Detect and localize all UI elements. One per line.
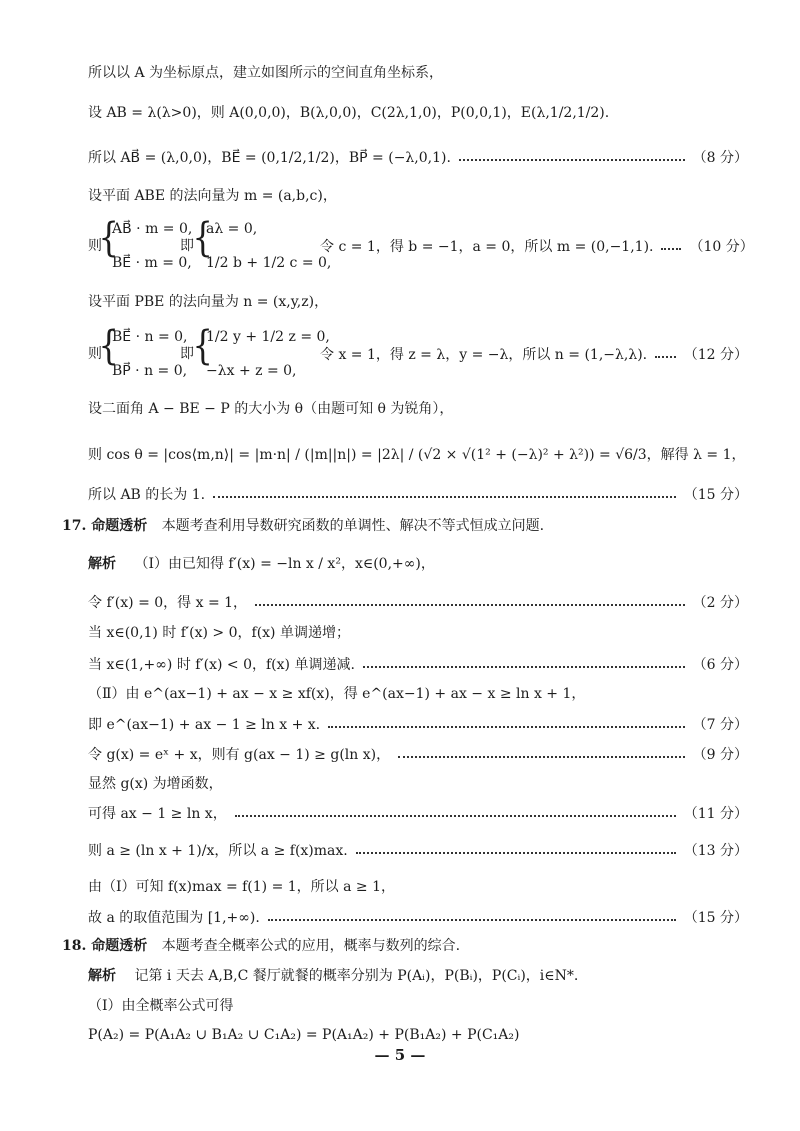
dot-leader — [459, 159, 685, 161]
score-label: （6 分） — [692, 657, 748, 673]
text-line: 故 a 的取值范围为 [1,+∞). — [88, 910, 260, 926]
analysis-label: 解析 — [88, 556, 116, 572]
text-line: 可得 ax − 1 ≥ ln x， — [88, 806, 227, 822]
score-label: （11 分） — [683, 806, 748, 822]
question-heading — [62, 937, 460, 955]
text-line: 令 x = 1，得 z = λ，y = −λ，所以 n = (1,−λ,λ). — [320, 347, 648, 363]
text-line: 记第 i 天去 A,B,C 餐厅就餐的概率分别为 P(Aᵢ)，P(Bᵢ)，P(Cᵢ)，i∈N*. — [134, 968, 579, 984]
question-description: 本题考查利用导数研究函数的单调性、解决不等式恒成立问题. — [161, 518, 545, 534]
equation-line: −λx + z = 0, — [206, 363, 297, 379]
brace-symbol: { — [98, 215, 119, 261]
text-line: 当 x∈(0,1) 时 f′(x) > 0，f(x) 单调递增； — [88, 625, 350, 641]
text-ji: 即 — [180, 238, 194, 254]
text-line: 由（Ⅰ）可知 f(x)max = f(1) = 1，所以 a ≥ 1， — [88, 879, 396, 895]
dot-leader — [235, 815, 676, 817]
brace-symbol: { — [98, 323, 119, 369]
equation-line: 1/2 y + 1/2 z = 0, — [206, 329, 330, 345]
question-description: 本题考查全概率公式的应用，概率与数列的综合. — [161, 938, 461, 954]
text-line: 令 c = 1，得 b = −1，a = 0，所以 m = (0,−1,1). — [320, 239, 654, 255]
equation-line: BE⃗ · m = 0, — [112, 255, 192, 271]
question-label: 18. 命题透析 — [62, 938, 148, 954]
dot-leader — [655, 356, 676, 358]
scored-line — [88, 714, 748, 734]
text-then: 则 — [88, 238, 102, 254]
text-line: 显然 g(x) 为增函数， — [88, 776, 223, 792]
page-number: — 5 — — [374, 1046, 426, 1064]
answer-line — [88, 555, 435, 573]
scored-line — [88, 803, 748, 823]
dot-leader — [356, 852, 676, 854]
score-label: （12 分） — [683, 347, 748, 363]
scored-line — [88, 147, 748, 167]
text-then: 则 — [88, 346, 102, 362]
scored-line — [88, 484, 748, 504]
score-label: （8 分） — [692, 150, 748, 166]
text-line: 设 AB = λ(λ>0)，则 A(0,0,0)，B(λ,0,0)，C(2λ,1,0)，P(0,0,1)，E(λ,1/2,1/2). — [88, 105, 610, 121]
text-line: 所以以 A 为坐标原点，建立如图所示的空间直角坐标系， — [88, 65, 444, 81]
equation-line: aλ = 0, — [206, 221, 258, 237]
text-line: P(A₂) = P(A₁A₂ ∪ B₁A₂ ∪ C₁A₂) = P(A₁A₂) + P(B₁A₂) + P(C₁A₂) — [88, 1027, 520, 1043]
dot-leader — [268, 919, 676, 921]
text-line: 设平面 ABE 的法向量为 m = (a,b,c)， — [88, 188, 337, 204]
scored-line — [88, 592, 748, 612]
answer-line — [88, 967, 578, 985]
dot-leader — [661, 248, 681, 250]
dot-leader — [213, 496, 676, 498]
brace-symbol: { — [192, 323, 213, 369]
text-line: 所以 AB⃗ = (λ,0,0)，BE⃗ = (0,1/2,1/2)，BP⃗ = (−λ,0,1). — [88, 150, 451, 166]
scored-line — [320, 236, 754, 256]
text-line: （Ⅰ）由已知得 f′(x) = −ln x / x²，x∈(0,+∞)， — [134, 556, 435, 572]
score-label: （9 分） — [692, 747, 748, 763]
score-label: （15 分） — [683, 487, 748, 503]
brace-symbol: { — [192, 215, 213, 261]
text-line: 设二面角 A − BE − P 的大小为 θ（由题可知 θ 为锐角）， — [88, 401, 454, 417]
text-line: 则 cos θ = |cos⟨m,n⟩| = |m·n| / (|m||n|) = |2λ| / (√2 × √(1² + (−λ)² + λ²)) = √6/3，解得 λ = 1， — [88, 447, 746, 463]
analysis-label: 解析 — [88, 968, 116, 984]
dot-leader — [328, 726, 685, 728]
text-line: 令 g(x) = eˣ + x，则有 g(ax − 1) ≥ g(ln x)， — [88, 747, 391, 763]
equation-line: BE⃗ · n = 0, — [112, 329, 188, 345]
scored-line — [88, 907, 748, 927]
text-line: 所以 AB 的长为 1. — [88, 487, 206, 503]
score-label: （13 分） — [683, 843, 748, 859]
text-ji: 即 — [180, 346, 194, 362]
text-line: 当 x∈(1,+∞) 时 f′(x) < 0，f(x) 单调递减. — [88, 657, 355, 673]
score-label: （2 分） — [692, 595, 748, 611]
question-label: 17. 命题透析 — [62, 518, 148, 534]
dot-leader — [255, 604, 685, 606]
text-line: 则 a ≥ (ln x + 1)/x，所以 a ≥ f(x)max. — [88, 843, 348, 859]
text-line: 设平面 PBE 的法向量为 n = (x,y,z)， — [88, 294, 329, 310]
text-line: 即 e^(ax−1) + ax − 1 ≥ ln x + x. — [88, 717, 321, 733]
equation-line: BP⃗ · n = 0, — [112, 363, 188, 379]
scored-line — [88, 744, 748, 764]
score-label: （7 分） — [692, 717, 748, 733]
scored-line — [88, 840, 748, 860]
text-line: （Ⅱ）由 e^(ax−1) + ax − x ≥ xf(x)，得 e^(ax−1) + ax − x ≥ ln x + 1， — [88, 686, 586, 702]
equation-line: AB⃗ · m = 0, — [112, 221, 193, 237]
dot-leader — [363, 666, 685, 668]
text-line: （Ⅰ）由全概率公式可得 — [88, 998, 234, 1014]
question-heading — [62, 517, 544, 535]
score-label: （15 分） — [683, 910, 748, 926]
scored-line — [320, 344, 748, 364]
text-line: 令 f′(x) = 0，得 x = 1， — [88, 595, 248, 611]
score-label: （10 分） — [689, 239, 754, 255]
scored-line — [88, 654, 748, 674]
dot-leader — [398, 756, 685, 758]
equation-line: 1/2 b + 1/2 c = 0, — [206, 255, 332, 271]
